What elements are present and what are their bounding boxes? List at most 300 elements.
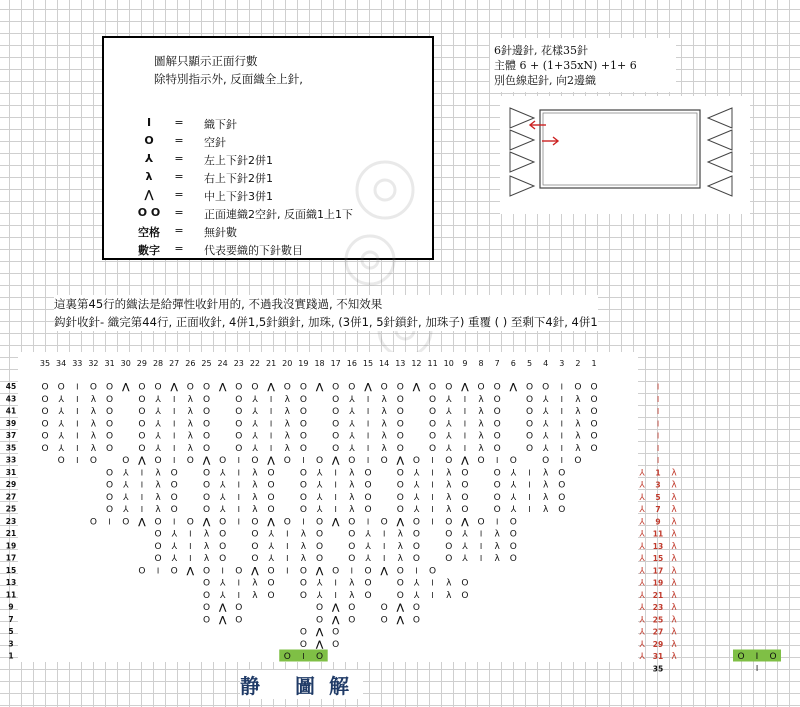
center-decrease-stitch: ⋀	[218, 382, 227, 393]
knit-stitch: I	[189, 529, 192, 539]
left-decrease-stitch: ⅄	[171, 529, 177, 540]
yarnover-stitch: O	[348, 603, 356, 613]
right-decrease-stitch: λ	[381, 419, 387, 430]
knit-stitch: I	[560, 407, 563, 416]
left-decrease-stitch: ⅄	[155, 394, 161, 405]
yarnover-stitch: O	[396, 480, 404, 491]
knit-stitch: I	[76, 456, 79, 465]
edge-right-decrease: λ	[671, 627, 677, 638]
knit-stitch: I	[463, 419, 467, 429]
yarnover-stitch: O	[509, 554, 517, 564]
column-number: 25	[201, 359, 212, 368]
knit-stitch: I	[76, 382, 79, 392]
right-decrease-stitch: λ	[381, 443, 387, 454]
yarnover-stitch: O	[202, 443, 211, 454]
yarnover-stitch: O	[493, 394, 501, 405]
center-decrease-stitch: ⋀	[461, 517, 469, 528]
left-decrease-stitch: ⅄	[542, 394, 549, 405]
left-decrease-stitch: ⅄	[123, 505, 129, 515]
yarnover-stitch: O	[106, 431, 114, 442]
yarnover-stitch: O	[235, 431, 243, 442]
yarnover-stitch: O	[235, 443, 243, 454]
yarnover-stitch: O	[493, 431, 501, 442]
yarnover-stitch: O	[316, 615, 324, 626]
edge-left-decrease: ⅄	[639, 468, 645, 479]
edge-left-decrease: ⅄	[639, 615, 645, 626]
yarnover-stitch: O	[170, 492, 178, 503]
center-decrease-stitch: ⋀	[315, 566, 324, 577]
right-decrease-stitch: λ	[381, 431, 387, 442]
yarnover-stitch: O	[396, 505, 404, 515]
right-decrease-stitch: λ	[203, 529, 210, 540]
legend-desc: 空針	[204, 136, 226, 149]
right-decrease-stitch: λ	[252, 505, 258, 515]
knit-stitch: I	[528, 492, 531, 502]
note-line: 鈎針收針- 織完第44行, 正面收針, 4併1,5針鎖針, 加珠, (3併1, 5針鎖針, 加珠子) 重覆 ( ) 至剩下4針, 4併1	[54, 315, 598, 329]
legend-desc: 織下針	[204, 118, 237, 131]
knit-stitch: I	[140, 505, 144, 514]
yarnover-stitch: O	[412, 517, 420, 528]
yarnover-stitch: O	[461, 492, 469, 503]
knit-stitch: I	[156, 566, 160, 576]
yarnover-stitch: O	[89, 456, 97, 466]
yarnover-stitch: O	[348, 529, 356, 540]
left-decrease-stitch: ⅄	[252, 443, 258, 454]
knit-stitch: I	[269, 407, 273, 416]
left-decrease-stitch: ⅄	[171, 541, 177, 552]
right-decrease-stitch: λ	[349, 492, 355, 503]
knit-stitch: I	[755, 664, 759, 673]
yarnover-stitch: O	[283, 456, 291, 466]
right-decrease-stitch: λ	[252, 468, 258, 479]
yarnover-stitch: O	[461, 505, 469, 515]
yarnover-stitch: O	[202, 578, 211, 589]
left-decrease-stitch: ⅄	[365, 554, 371, 564]
row-number: 29	[5, 480, 17, 489]
yarnover-stitch: O	[445, 456, 453, 466]
left-decrease-stitch: ⅄	[446, 419, 452, 430]
edge-right-decrease: λ	[671, 590, 677, 601]
yarnover-stitch: O	[154, 529, 162, 540]
row-number: 21	[5, 529, 17, 538]
yarnover-symbol: O	[144, 134, 154, 147]
right-decrease-stitch: λ	[381, 394, 387, 405]
center-decrease-stitch: ⋀	[396, 603, 405, 613]
left-decrease-stitch: ⅄	[155, 443, 161, 454]
center-decrease-stitch: ⋀	[186, 566, 195, 577]
column-number: 10	[443, 359, 454, 368]
center-decrease-symbol: ⋀	[144, 188, 154, 201]
center-decrease-stitch: ⋀	[364, 382, 372, 393]
knit-stitch: I	[334, 578, 337, 588]
center-decrease-stitch: ⋀	[315, 639, 324, 650]
yarnover-stitch: O	[106, 443, 114, 454]
column-number: 20	[282, 359, 293, 368]
edge-left-decrease: ⅄	[639, 529, 645, 540]
equals: =	[174, 116, 184, 129]
yarnover-stitch: O	[364, 468, 372, 479]
column-number: 9	[462, 359, 468, 368]
yarnover-stitch: O	[509, 529, 517, 540]
yarnover-stitch: O	[122, 517, 130, 528]
blank-symbol: 空格	[138, 226, 160, 239]
knit-stitch: I	[237, 578, 240, 588]
equals: =	[174, 170, 184, 183]
yarnover-stitch: O	[299, 407, 307, 417]
yarnover-stitch: O	[154, 517, 162, 528]
column-number: 23	[233, 359, 244, 368]
yarnover-stitch: O	[429, 431, 437, 442]
right-decrease-stitch: λ	[203, 554, 210, 564]
column-number: 1	[591, 359, 597, 368]
right-decrease-stitch: λ	[252, 492, 258, 503]
yarnover-stitch: O	[380, 615, 388, 626]
yarnover-stitch: O	[267, 578, 275, 589]
yarnover-stitch: O	[445, 554, 453, 564]
yarnover-stitch: O	[299, 394, 307, 405]
knit-stitch: I	[463, 431, 467, 441]
yarnover-stitch: O	[299, 627, 307, 638]
left-decrease-stitch: ⅄	[58, 443, 64, 454]
left-decrease-stitch: ⅄	[349, 419, 355, 430]
yarnover-stitch: O	[299, 468, 307, 479]
right-decrease-stitch: λ	[300, 529, 307, 540]
yarnover-stitch: O	[590, 394, 598, 405]
knit-stitch: I	[302, 652, 305, 661]
equals: =	[174, 206, 184, 219]
yarnover-stitch: O	[590, 419, 598, 430]
column-number: 26	[185, 359, 196, 368]
right-decrease-stitch: λ	[252, 590, 258, 601]
yarnover-stitch: O	[299, 566, 307, 577]
yarnover-stitch: O	[364, 480, 372, 491]
knit-stitch: I	[269, 419, 273, 429]
left-decrease-stitch: ⅄	[462, 529, 468, 540]
yarnover-stitch: O	[332, 639, 340, 650]
right-decrease-symbol: λ	[145, 170, 153, 183]
center-decrease-stitch: ⋀	[396, 456, 405, 466]
left-decrease-stitch: ⅄	[268, 529, 274, 540]
edge-left-decrease: ⅄	[639, 627, 645, 638]
yarnover-stitch: O	[235, 407, 243, 417]
yarnover-stitch: O	[106, 505, 114, 515]
yarnover-stitch: O	[445, 382, 453, 393]
legend-desc: 右上下針2併1	[204, 172, 273, 185]
edge-knit-stitch: I	[656, 419, 660, 429]
edge-left-decrease: ⅄	[639, 517, 645, 528]
yarnover-stitch: O	[590, 443, 598, 454]
right-decrease-stitch: λ	[478, 443, 484, 454]
knit-stitch: I	[382, 529, 386, 539]
center-decrease-stitch: ⋀	[412, 382, 421, 393]
yarnover-stitch: O	[138, 407, 146, 417]
knit-stitch: I	[431, 517, 434, 527]
yarnover-stitch: O	[89, 382, 97, 393]
right-decrease-stitch: λ	[478, 431, 484, 442]
knit-stitch: I	[237, 480, 240, 490]
edge-right-decrease: λ	[671, 492, 677, 503]
yarnover-stitch: O	[283, 652, 291, 662]
left-decrease-stitch: ⅄	[252, 407, 258, 417]
yarnover-stitch: O	[445, 541, 453, 552]
edge-knit-stitch: I	[656, 394, 660, 404]
yarnover-stitch: O	[461, 468, 469, 479]
right-decrease-stitch: λ	[284, 431, 290, 442]
right-decrease-stitch: λ	[252, 578, 258, 589]
column-number: 17	[330, 359, 341, 368]
yarnover-stitch: O	[396, 394, 404, 405]
yarnover-stitch: O	[299, 443, 307, 454]
right-decrease-stitch: λ	[575, 407, 581, 417]
row-number: 5	[8, 627, 14, 636]
edge-left-decrease: ⅄	[639, 639, 645, 650]
knit-stitch: I	[286, 541, 289, 551]
column-number: 11	[427, 359, 438, 368]
yarnover-stitch: O	[235, 394, 243, 405]
yarnover-stitch: O	[493, 443, 501, 454]
column-number: 18	[314, 359, 325, 368]
row-number: 13	[5, 578, 17, 587]
left-decrease-stitch: ⅄	[365, 529, 371, 540]
yarnover-stitch: O	[138, 394, 146, 405]
yarnover-stitch: O	[380, 456, 388, 466]
column-number: 28	[152, 359, 164, 368]
knit-stitch: I	[496, 517, 499, 527]
left-decrease-stitch: ⅄	[316, 492, 323, 503]
row-number: 23	[5, 516, 17, 526]
yarnover-stitch: O	[364, 566, 372, 577]
column-number: 31	[104, 359, 115, 368]
yarnover-stitch: O	[41, 407, 49, 417]
yarnover-stitch: O	[41, 382, 49, 393]
right-decrease-stitch: λ	[187, 407, 194, 417]
column-number: 30	[120, 359, 131, 368]
edge-knit-stitch: I	[656, 456, 660, 465]
left-decrease-stitch: ⅄	[462, 541, 468, 552]
edge-stitch-count: 25	[652, 615, 664, 625]
column-number: 16	[346, 359, 357, 368]
row-number: 19	[5, 541, 17, 551]
left-decrease-stitch: ⅄	[510, 505, 517, 515]
knit-stitch: I	[334, 480, 337, 490]
yarnover-stitch: O	[477, 456, 485, 466]
knit-stitch: I	[269, 394, 273, 404]
yarnover-stitch: O	[332, 382, 340, 393]
yarnover-stitch: O	[737, 652, 745, 662]
knit-stitch: I	[496, 456, 499, 465]
edge-right-decrease: λ	[671, 615, 677, 626]
yarnover-stitch: O	[202, 615, 211, 626]
yarnover-stitch: O	[106, 480, 114, 491]
left-decrease-stitch: ⅄	[446, 394, 452, 405]
column-number: 29	[136, 359, 147, 368]
row-number: 37	[5, 431, 17, 440]
knit-stitch: I	[479, 554, 483, 563]
right-decrease-stitch: λ	[349, 578, 355, 589]
edge-stitch-count: 7	[655, 505, 661, 514]
edge-left-decrease: ⅄	[639, 652, 645, 662]
yarnover-stitch: O	[154, 541, 162, 552]
left-decrease-stitch: ⅄	[413, 492, 420, 503]
knit-stitch: I	[76, 443, 79, 453]
yarnover-stitch: O	[477, 382, 485, 393]
yarnover-stitch: O	[461, 480, 469, 491]
yarnover-stitch: O	[525, 419, 534, 430]
yarnover-stitch: O	[106, 407, 114, 417]
yarnover-stitch: O	[429, 382, 437, 393]
yarnover-stitch: O	[396, 468, 404, 479]
yarnover-stitch: O	[316, 603, 324, 613]
right-decrease-stitch: λ	[478, 394, 484, 405]
knit-stitch: I	[334, 492, 337, 502]
yarnover-stitch: O	[316, 652, 324, 662]
edge-stitch-count: 13	[652, 541, 664, 551]
center-decrease-stitch: ⋀	[380, 566, 388, 577]
center-decrease-stitch: ⋀	[267, 517, 275, 528]
left-decrease-stitch: ⅄	[219, 505, 226, 515]
edge-stitch-count: 11	[652, 529, 664, 539]
center-decrease-stitch: ⋀	[331, 615, 340, 626]
right-decrease-stitch: λ	[575, 419, 581, 430]
center-decrease-stitch: ⋀	[331, 456, 340, 466]
yarnover-stitch: O	[429, 419, 437, 430]
yarnover-stitch: O	[202, 505, 211, 515]
knit-stitch: I	[560, 456, 563, 465]
yarnover-stitch: O	[348, 615, 356, 626]
row-number: 39	[5, 418, 17, 428]
right-decrease-stitch: λ	[494, 541, 500, 552]
yarnover-stitch: O	[332, 431, 340, 442]
knit-stitch: I	[366, 431, 370, 441]
edge-knit-stitch: I	[656, 382, 660, 392]
knit-stitch: I	[366, 443, 370, 453]
column-number: 14	[379, 359, 390, 368]
yarnover-stitch: O	[412, 529, 420, 540]
yarnover-stitch: O	[380, 517, 388, 528]
left-decrease-stitch: ⅄	[510, 480, 517, 491]
right-decrease-stitch: λ	[478, 407, 484, 417]
yarnover-stitch: O	[235, 566, 243, 577]
yarnover-stitch: O	[542, 456, 550, 466]
legend-desc: 中上下針3併1	[204, 190, 273, 203]
yarnover-stitch: O	[493, 468, 501, 479]
yarnover-stitch: O	[267, 480, 275, 491]
left-decrease-stitch: ⅄	[58, 407, 64, 417]
knit-stitch: I	[173, 443, 176, 453]
yarnover-stitch: O	[106, 382, 114, 393]
left-decrease-stitch: ⅄	[542, 407, 549, 417]
yarnover-stitch: O	[154, 382, 162, 393]
left-decrease-stitch: ⅄	[268, 541, 274, 552]
yarnover-stitch: O	[299, 492, 307, 503]
yarnover-stitch: O	[89, 517, 97, 528]
knit-stitch: I	[528, 505, 531, 514]
edge-stitch-count: 35	[652, 664, 664, 674]
yarnover-stitch: O	[574, 456, 582, 466]
legend-desc: 左上下針2併1	[204, 154, 273, 167]
yarnover-stitch: O	[412, 554, 420, 564]
edge-stitch-count: 19	[652, 578, 664, 588]
knit-stitch: I	[479, 541, 483, 551]
yarnover-stitch: O	[509, 456, 517, 466]
knit-stitch: I	[76, 419, 79, 429]
column-number: 27	[169, 359, 180, 368]
yarnover-stitch: O	[299, 639, 307, 650]
yarnover-stitch: O	[590, 382, 598, 393]
knit-stitch: I	[286, 529, 289, 539]
knit-stitch: I	[366, 456, 370, 465]
edge-stitch-count: 21	[652, 590, 664, 600]
yarnover-stitch: O	[477, 517, 485, 528]
center-decrease-stitch: ⋀	[202, 517, 211, 528]
column-number: 34	[56, 359, 67, 368]
knit-stitch: I	[560, 419, 563, 429]
left-decrease-stitch: ⅄	[171, 554, 177, 564]
yarnover-stitch: O	[283, 517, 291, 528]
knit-stitch: I	[382, 554, 386, 563]
right-decrease-stitch: λ	[349, 468, 355, 479]
yarnover-stitch: O	[219, 456, 227, 466]
yarnover-stitch: O	[170, 468, 178, 479]
edge-left-decrease: ⅄	[639, 603, 645, 613]
left-decrease-stitch: ⅄	[252, 394, 258, 405]
edge-stitch-count: 27	[652, 627, 664, 637]
yarnover-stitch: O	[316, 529, 324, 540]
right-decrease-stitch: λ	[494, 529, 500, 540]
yarnover-stitch: O	[106, 468, 114, 479]
yarnover-stitch: O	[299, 480, 307, 491]
row-number: 35	[5, 443, 17, 453]
knit-stitch: I	[431, 492, 434, 502]
knit-stitch: I	[366, 517, 370, 527]
edge-stitch-count: 5	[655, 492, 661, 502]
knit-stitch: I	[76, 394, 79, 404]
knit-stitch: I	[431, 480, 434, 490]
left-decrease-stitch: ⅄	[155, 407, 161, 417]
right-decrease-stitch: λ	[284, 407, 290, 417]
yarnover-stitch: O	[267, 468, 275, 479]
yarnover-stitch: O	[396, 492, 404, 503]
yarnover-stitch: O	[106, 394, 114, 405]
yarnover-stitch: O	[364, 505, 372, 515]
knit-stitch: I	[173, 456, 176, 465]
yarnover-stitch: O	[41, 443, 49, 454]
right-decrease-stitch: λ	[349, 590, 355, 601]
center-decrease-stitch: ⋀	[461, 456, 469, 466]
knit-stitch: I	[463, 394, 467, 404]
yarnover-stitch: O	[769, 652, 777, 662]
yarnover-stitch: O	[299, 590, 307, 601]
yarnover-stitch: O	[316, 554, 324, 564]
knit-stitch: I	[108, 517, 111, 527]
knit-stitch: I	[237, 505, 240, 514]
right-decrease-stitch: λ	[284, 394, 290, 405]
row-number: 33	[5, 455, 17, 465]
left-decrease-stitch: ⅄	[316, 590, 323, 601]
knit-stitch: I	[528, 468, 531, 478]
yarnover-stitch: O	[57, 382, 65, 393]
yarnover-stitch: O	[396, 419, 404, 430]
yarnover-stitch: O	[41, 431, 49, 442]
knit-stitch: I	[173, 517, 176, 527]
row-number: 31	[5, 467, 17, 477]
yarnover-stitch: O	[429, 407, 437, 417]
right-decrease-stitch: λ	[494, 554, 500, 564]
left-decrease-stitch: ⅄	[349, 431, 355, 442]
yarnover-stitch: O	[106, 492, 114, 503]
right-decrease-stitch: λ	[446, 578, 452, 589]
yarnover-stitch: O	[138, 419, 146, 430]
